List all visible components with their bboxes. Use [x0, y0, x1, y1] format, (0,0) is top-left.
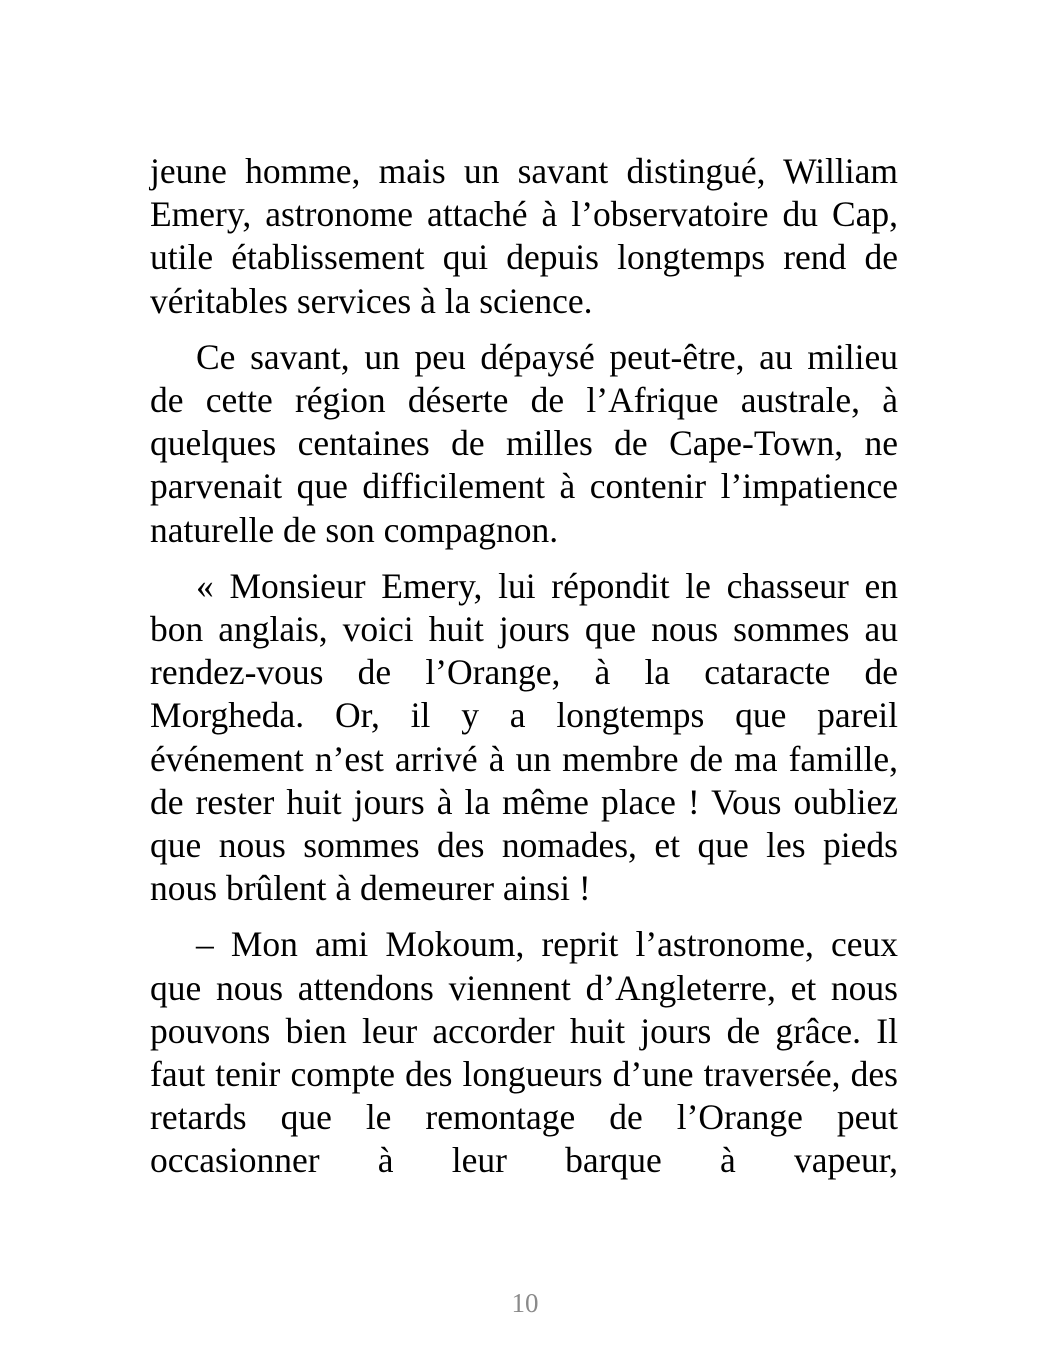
paragraph-2: Ce savant, un peu dépaysé peut-être, au milieu de cette région déserte de l’Afrique australe, à quelques centaines de milles de Cape-Town, ne parvenait que difficilement à contenir l’impatience naturelle de son compagnon. — [150, 336, 898, 550]
paragraph-4: – Mon ami Mokoum, reprit l’astronome, ceux que nous attendons viennent d’Angleterre, et nous pouvons bien leur accorder huit jours de grâce. Il faut tenir compte des longueurs d’une traversée, des retards que le remontage de l’Orange peut occasionner à leur barque à vapeur, — [150, 924, 898, 1181]
page-body — [150, 150, 898, 1196]
paragraph-1: jeune homme, mais un savant distingué, William Emery, astronome attaché à l’observatoire du Cap, utile établissement qui depuis longtemps rend de véritables services à la science. — [150, 151, 898, 321]
page-number: 10 — [511, 1288, 539, 1318]
paragraph-3: « Monsieur Emery, lui répondit le chasseur en bon anglais, voici huit jours que nous sommes au rendez-vous de l’Orange, à la cataracte de Morgheda. Or, il y a longtemps que pareil événement n’est arrivé à un membre de ma famille, de rester huit jours à la même place ! Vous oubliez que nous sommes des nomades, et que les pieds nous brûlent à demeurer ainsi ! — [150, 565, 898, 909]
